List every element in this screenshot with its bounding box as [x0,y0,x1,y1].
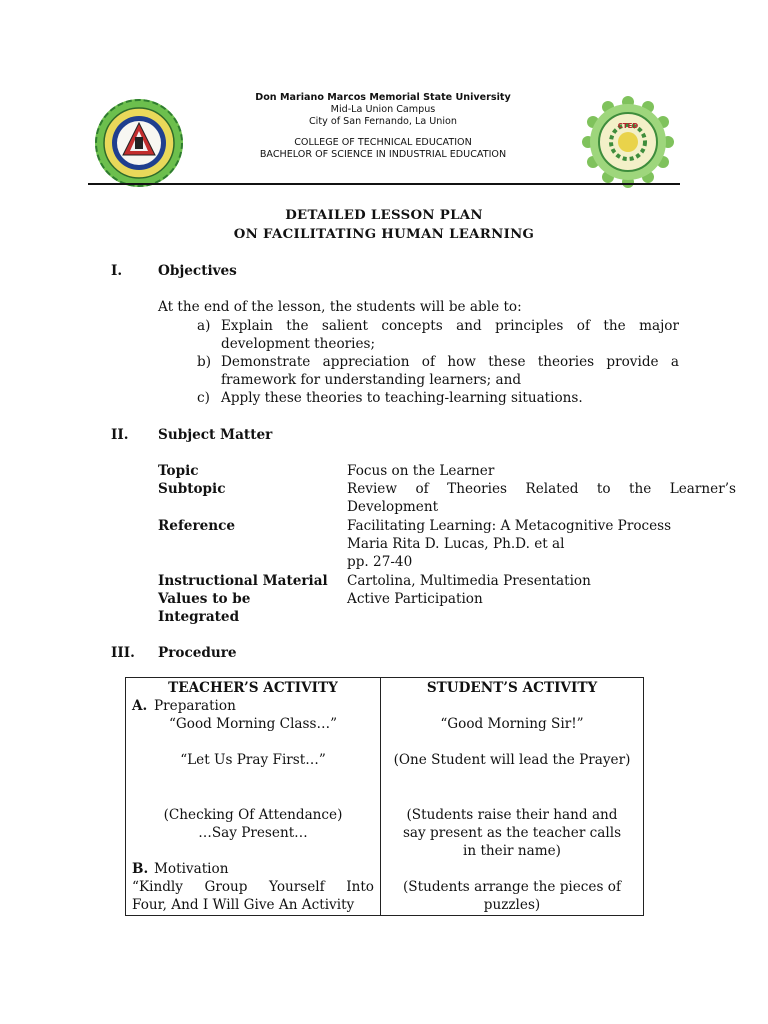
objective-item-text: Apply these theories to teaching-learning situations. [221,390,583,406]
student-puzzle: (Students arrange the pieces of [403,879,621,895]
student-attendance: (Students raise their hand and [406,807,618,823]
section-heading-subject-matter: Subject Matter [158,427,273,443]
field-value-subtopic: Development [347,499,439,515]
student-attendance: in their name) [463,843,561,859]
student-greeting: “Good Morning Sir!” [440,716,584,732]
step-marker: A. [132,698,148,714]
table-header-teacher: TEACHER’S ACTIVITY [168,680,338,696]
university-seal-icon [93,97,185,189]
procedure-table [125,677,644,916]
field-value-reference: Facilitating Learning: A Metacognitive Process [347,518,672,534]
student-prayer: (One Student will lead the Prayer) [393,752,631,768]
field-label-topic: Topic [158,463,199,479]
field-value-reference: pp. 27-40 [347,554,413,570]
field-value-topic: Focus on the Learner [347,463,495,479]
section-numeral: III. [111,645,135,661]
program-name: BACHELOR OF SCIENCE IN INDUSTRIAL EDUCATION [259,148,507,160]
section-numeral: I. [111,263,123,279]
objective-marker: c) [197,390,210,406]
student-puzzle: puzzles) [483,897,541,913]
teacher-attendance: (Checking Of Attendance) [163,807,343,823]
teacher-group-instruction: Four, And I Will Give An Activity [132,897,355,913]
college-name: COLLEGE OF TECHNICAL EDUCATION [294,136,472,148]
campus-name: Mid-La Union Campus [330,104,436,116]
objective-item-text: Demonstrate appreciation of how these theories provide a [221,354,679,370]
section-heading-objectives: Objectives [158,263,237,279]
teacher-greeting: “Good Morning Class…” [168,716,338,732]
teacher-group-instruction: “Kindly Group Yourself Into [132,879,374,895]
table-header-student: STUDENT’S ACTIVITY [426,680,598,696]
university-name: Don Mariano Marcos Memorial State University [255,92,511,103]
document-title: DETAILED LESSON PLAN [285,208,483,223]
teacher-prayer: “Let Us Pray First…” [180,752,326,768]
objective-marker: a) [197,318,211,334]
svg-text:CTED: CTED [617,122,639,130]
field-value-values: Active Participation [347,591,483,607]
objective-item-text: development theories; [221,336,376,352]
field-label-subtopic: Subtopic [158,481,226,497]
objective-marker: b) [197,354,212,370]
field-label-reference: Reference [158,518,236,534]
objective-item-text: Explain the salient concepts and principles of the major [221,318,679,334]
section-numeral: II. [111,427,129,443]
objective-item-text: framework for understanding learners; and [221,372,522,388]
section-heading-procedure: Procedure [158,645,237,661]
field-label-values: Values to be [158,591,251,607]
step-label-motivation: Motivation [154,861,229,877]
field-value-subtopic: Review of Theories Related to the Learner’s [347,481,736,497]
objectives-intro: At the end of the lesson, the students will be able to: [158,299,522,315]
student-attendance: say present as the teacher calls [402,825,622,841]
step-marker: B. [132,861,149,877]
teacher-attendance: …Say Present… [198,825,308,841]
cted-seal-icon [582,96,674,188]
field-value-instructional-material: Cartolina, Multimedia Presentation [347,573,591,589]
field-label-instructional-material: Instructional Material [158,573,328,589]
city-name: City of San Fernando, La Union [308,116,457,128]
field-value-reference: Maria Rita D. Lucas, Ph.D. et al [347,536,565,552]
document-subtitle: ON FACILITATING HUMAN LEARNING [233,227,535,242]
field-label-values: Integrated [158,609,240,625]
header-text [200,92,566,161]
header-divider [88,183,680,185]
step-label-preparation: Preparation [154,698,236,714]
